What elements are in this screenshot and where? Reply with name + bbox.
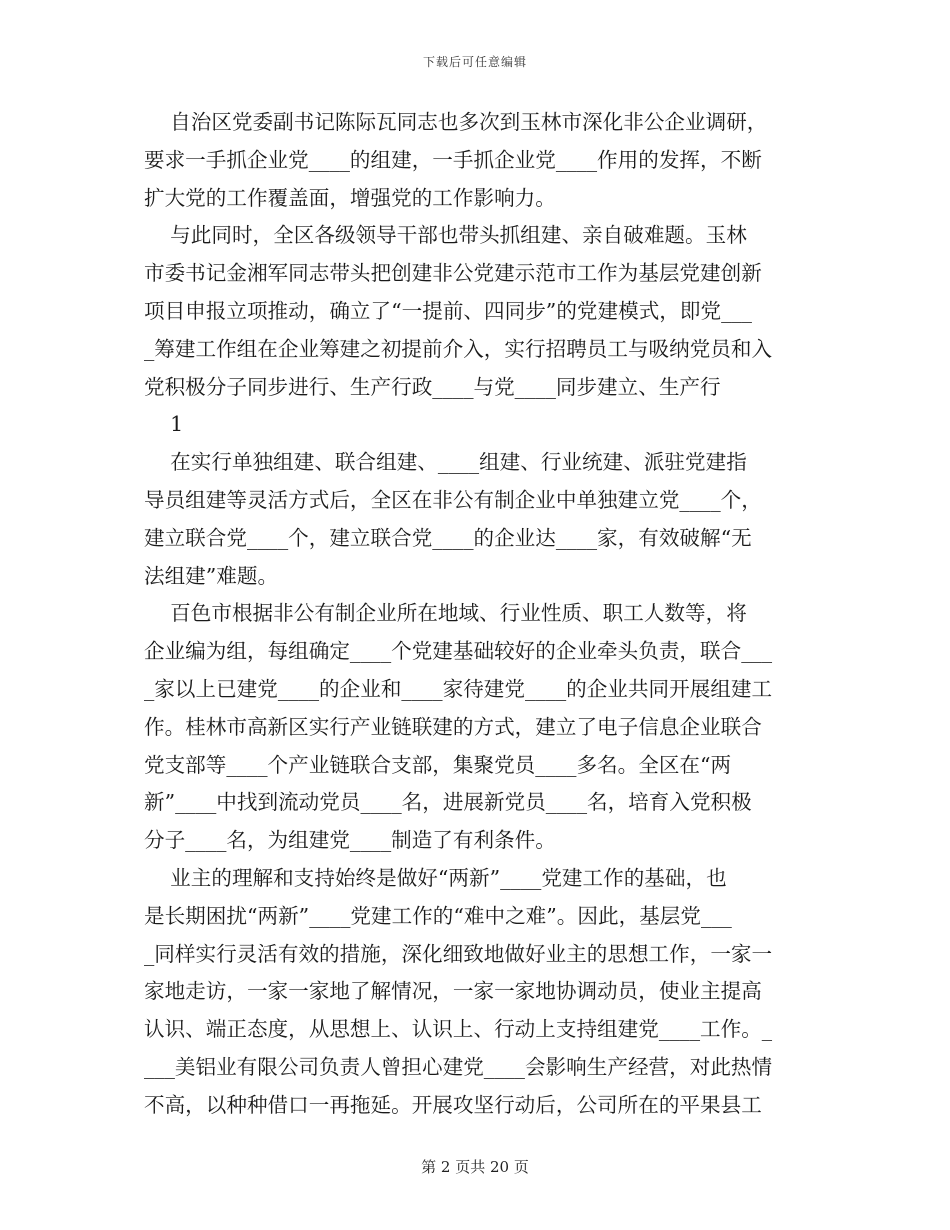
text-line: 业主的理解和支持始终是做好“两新”____党建工作的基础，也 <box>144 865 727 890</box>
text-line: 认识、端正态度，从思想上、认识上、行动上支持组建党____工作。_ <box>144 1017 773 1042</box>
text-line: 新”____中找到流动党员____名，进展新党员____名，培育入党积极 <box>144 790 752 815</box>
text-line: 导员组建等灵活方式后，全区在非公有制企业中单独建立党____个， <box>144 487 762 512</box>
text-line: _筹建工作组在企业筹建之初提前介入，实行招聘员工与吸纳党员和入 <box>144 336 773 361</box>
text-line: _家以上已建党____的企业和____家待建党____的企业共同开展组建工 <box>144 676 773 701</box>
text-line: 自治区党委副书记陈际瓦同志也多次到玉林市深化非公企业调研， <box>144 110 768 134</box>
text-line: 扩大党的工作覆盖面，增强党的工作影响力。 <box>144 185 556 210</box>
text-line: _同样实行灵活有效的措施，深化细致地做好业主的思想工作，一家一 <box>144 941 773 966</box>
page-number-inline: 1 <box>144 412 184 437</box>
text-line: 企业编为组，每组确定____个党建基础较好的企业牵头负责，联合___ <box>144 639 773 664</box>
page-header: 下载后可任意编辑 <box>422 55 527 69</box>
text-line: 百色市根据非公有制企业所在地域、行业性质、职工人数等，将 <box>144 601 747 626</box>
text-line: 作。桂林市高新区实行产业链联建的方式，建立了电子信息企业联合 <box>144 714 762 739</box>
document-body <box>144 104 806 1125</box>
text-line: 建立联合党____个，建立联合党____的企业达____家，有效破解“无 <box>144 525 752 550</box>
text-line: 在实行单独组建、联合组建、____组建、行业统建、派驻党建指 <box>144 450 747 475</box>
text-line: 与此同时，全区各级领导干部也带头抓组建、亲自破难题。玉林 <box>144 223 747 248</box>
text-line: 是长期困扰“两新”____党建工作的“难中之难”。因此，基层党___ <box>144 903 732 928</box>
text-line: 党积极分子同步进行、生产行政____与党____同步建立、生产行 <box>144 374 721 399</box>
text-line: 分子____名，为组建党____制造了有利条件。 <box>144 828 556 853</box>
text-line: 党支部等____个产业链联合支部，集聚党员____多名。全区在“两 <box>144 752 732 777</box>
page-footer: 第 2 页共 20 页 <box>421 1158 529 1176</box>
text-line: 法组建”难题。 <box>144 563 279 588</box>
text-line: ___美铝业有限公司负责人曾担心建党____会影响生产经营，对此热情 <box>144 1054 773 1079</box>
text-line: 项目申报立项推动，确立了“一提前、四同步”的党建模式，即党___ <box>144 298 752 323</box>
text-line: 市委书记金湘军同志带头把创建非公党建示范市工作为基层党建创新 <box>144 261 762 286</box>
text-line: 不高，以种种借口一再拖延。开展攻坚行动后，公司所在的平果县工 <box>144 1092 762 1117</box>
text-line: 要求一手抓企业党____的组建，一手抓企业党____作用的发挥，不断 <box>144 147 762 172</box>
text-line: 家地走访，一家一家地了解情况，一家一家地协调动员，使业主提高 <box>144 979 762 1004</box>
